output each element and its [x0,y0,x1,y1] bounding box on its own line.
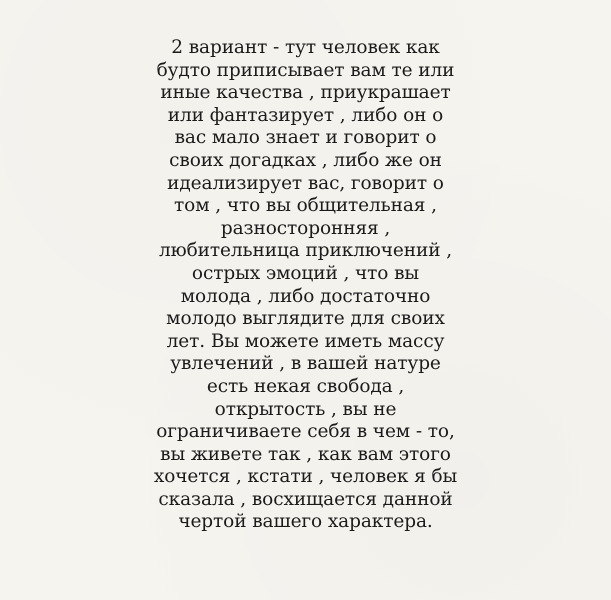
text-line: вы живете так , как вам этого [160,443,451,465]
text-line: есть некая свобода , [206,375,405,397]
text-line: хочется , кстати , человек я бы [153,466,458,488]
text-line: том , что вы общительная , [174,195,437,217]
text-line: идеализирует вас, говорит о [167,172,444,194]
text-line: увлечений , в вашей натуре [170,353,441,375]
text-line: молодо выглядите для своих [166,308,445,330]
body-text [130,37,481,534]
text-line: своих догадках , либо же он [169,149,442,171]
text-line: 2 вариант - тут человек как [171,37,440,58]
text-line: сказала , восхищается данной [158,488,453,510]
text-line: ограничиваете себя в чем - то, [156,421,455,443]
text-line: молода , либо достаточно [180,285,431,307]
text-line: чертой вашего характера. [178,511,433,533]
text-line: или фантазирует , либо он о [167,104,444,126]
text-line: острых эмоций , что вы [191,262,420,284]
text-line: иные качества , приукрашает [160,82,451,104]
text-line: будто приписывает вам те или [156,59,455,81]
text-line: вас мало знает и говорит о [174,127,437,149]
text-line: открытость , вы не [214,398,397,420]
text-line: любительница приключений , [158,240,453,262]
text-line: лет. Вы можете иметь массу [166,330,445,352]
text-line: разносторонняя , [220,217,391,239]
